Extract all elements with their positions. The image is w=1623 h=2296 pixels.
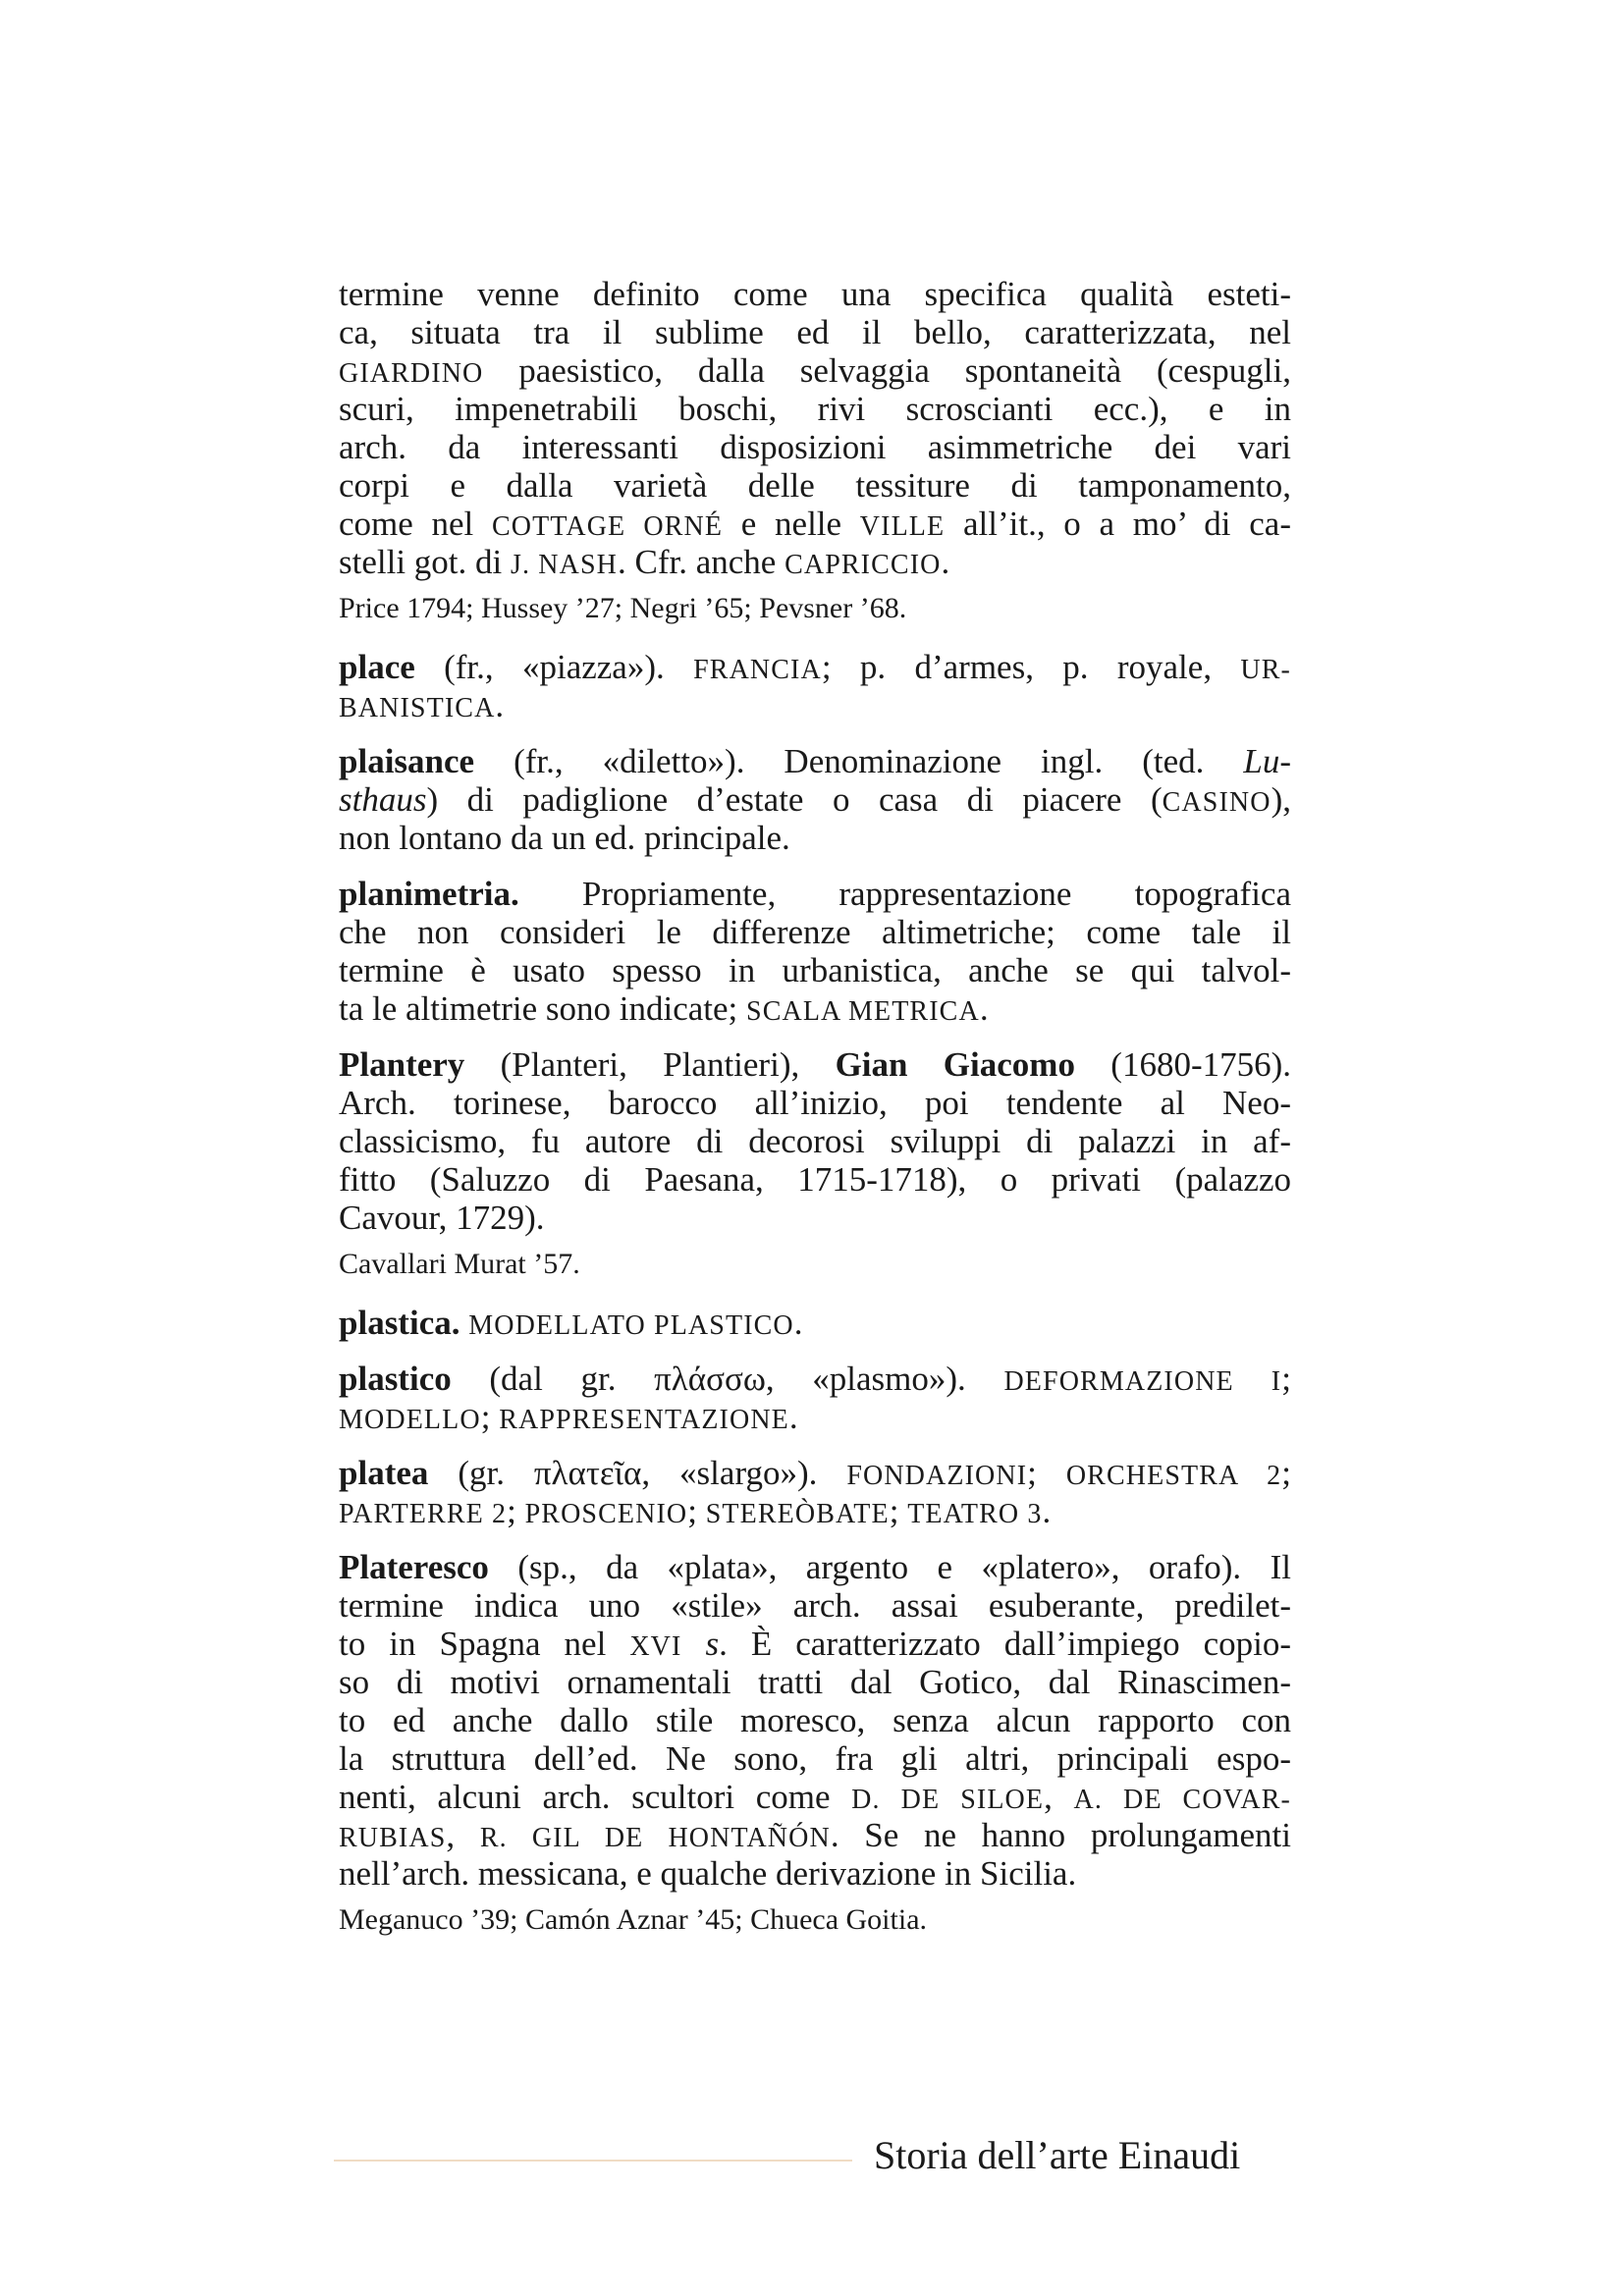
cross-reference: D. DE SILOE xyxy=(851,1785,1045,1815)
text-run: . È caratterizzato dall’impiego copio- xyxy=(719,1625,1291,1663)
text-run: Arch. torinese, barocco all’inizio, poi tendente al Neo- xyxy=(339,1084,1291,1122)
entry-line xyxy=(339,505,1291,543)
dictionary-entry xyxy=(339,742,1291,857)
text-run: ; xyxy=(687,1492,706,1530)
text-run xyxy=(681,1625,705,1663)
cross-reference: DEFORMAZIONE I xyxy=(1003,1366,1282,1397)
text-run: ; xyxy=(1281,1454,1292,1492)
text-run: nell’arch. messicana, e qualche derivazione in Sicilia. xyxy=(339,1854,1077,1893)
text-run: , xyxy=(446,1816,480,1854)
text-run: stelli got. di xyxy=(339,543,511,581)
italic-run: sthaus xyxy=(339,780,427,819)
cross-reference: MODELLO xyxy=(339,1405,481,1435)
entry-headword: platea xyxy=(339,1454,429,1492)
cross-reference: CASINO xyxy=(1162,787,1271,818)
cross-reference: MODELLATO PLASTICO xyxy=(468,1310,794,1341)
text-run: arch. da interessanti disposizioni asimmetriche dei vari xyxy=(339,428,1291,466)
entry-line xyxy=(339,1625,1291,1663)
dictionary-entry xyxy=(339,1304,1291,1342)
text-run: nenti, alcuni arch. scultori come xyxy=(339,1778,852,1816)
text-run: termine venne definito come una specifica qualità esteti- xyxy=(339,275,1291,313)
entry-line xyxy=(339,1816,1291,1854)
entry-line xyxy=(339,819,1291,857)
entry-line xyxy=(339,1045,1291,1084)
dictionary-entry xyxy=(339,275,1291,626)
text-run: fitto (Saluzzo di Paesana, 1715-1718), o privati (palazzo xyxy=(339,1160,1291,1199)
text-run: corpi e dalla varietà delle tessiture di tamponamento, xyxy=(339,466,1291,505)
dictionary-entry xyxy=(339,1360,1291,1436)
entry-line xyxy=(339,1454,1291,1492)
entry-headword: Plateresco xyxy=(339,1548,489,1586)
text-run: (fr., «diletto»). Denominazione ingl. (ted. xyxy=(474,742,1244,780)
entry-line xyxy=(339,313,1291,351)
entry-line xyxy=(339,1199,1291,1237)
entry-line xyxy=(339,913,1291,951)
text-run: come nel xyxy=(339,505,493,543)
cross-reference: A. DE COVAR- xyxy=(1073,1785,1291,1815)
text-run: ), xyxy=(1271,780,1291,819)
text-run: ; xyxy=(480,1398,500,1436)
text-run: . xyxy=(941,543,950,581)
cross-reference: PROSCENIO xyxy=(524,1499,688,1529)
text-run: termine indica uno «stile» arch. assai esuberante, predilet- xyxy=(339,1586,1291,1625)
entry-line xyxy=(339,1854,1291,1893)
entry-line xyxy=(339,1398,1291,1436)
entry-headword: plastica. xyxy=(339,1304,460,1342)
cross-reference: R. GIL DE HONTAÑÓN xyxy=(479,1823,831,1853)
entry-headword: plaisance xyxy=(339,742,475,780)
text-run: (fr., «piazza»). xyxy=(414,648,694,686)
text-run: . Cfr. anche xyxy=(617,543,785,581)
entry-line xyxy=(339,780,1291,819)
bibliography-reference: Price 1794; Hussey ’27; Negri ’65; Pevsner ’68. xyxy=(339,592,907,624)
cross-reference: TEATRO 3 xyxy=(907,1499,1043,1529)
bibliography-reference: Cavallari Murat ’57. xyxy=(339,1248,580,1280)
text-run: . xyxy=(793,1304,803,1342)
entry-line xyxy=(339,543,1291,581)
cross-reference: ORCHESTRA 2 xyxy=(1065,1461,1282,1491)
text-run: to ed anche dallo stile moresco, senza alcun rapporto con xyxy=(339,1701,1291,1739)
text-run: all’it., o a mo’ di ca- xyxy=(945,505,1291,543)
text-run: che non consideri le differenze altimetriche; come tale il xyxy=(339,913,1291,951)
entry-line xyxy=(339,1548,1291,1586)
entry-line xyxy=(339,1663,1291,1701)
cross-reference: RAPPRESENTAZIONE xyxy=(499,1405,789,1435)
text-run: . Se ne hanno prolungamenti xyxy=(830,1816,1291,1854)
text-run: ; p. d’armes, p. royale, xyxy=(821,648,1241,686)
cross-reference: XVI xyxy=(629,1631,682,1662)
entry-line xyxy=(339,428,1291,466)
cross-reference: J. NASH xyxy=(511,550,618,580)
text-run xyxy=(460,1304,468,1342)
text-run: ; xyxy=(1281,1360,1291,1398)
entry-line xyxy=(339,1122,1291,1160)
entry-line xyxy=(339,1586,1291,1625)
text-run: e nelle xyxy=(723,505,860,543)
text-run: to in Spagna nel xyxy=(339,1625,630,1663)
text-run: so di motivi ornamentali tratti dal Gotico, dal Rinascimen- xyxy=(339,1663,1291,1701)
text-run: Cavour, 1729). xyxy=(339,1199,545,1237)
cross-reference: SCALA METRICA xyxy=(746,996,980,1027)
entry-line xyxy=(339,648,1291,686)
dictionary-entry xyxy=(339,1454,1291,1530)
cross-reference: RUBIAS xyxy=(339,1823,447,1853)
cross-reference: FONDAZIONI xyxy=(846,1461,1028,1491)
text-run: ta le altimetrie sono indicate; xyxy=(339,989,746,1028)
text-run: . xyxy=(1042,1492,1052,1530)
text-run: Propriamente, rappresentazione topografica xyxy=(518,875,1291,913)
text-run: termine è usato spesso in urbanistica, anche se qui talvol- xyxy=(339,951,1291,989)
text-run: (Planteri, Plantieri), xyxy=(464,1045,836,1084)
text-run: ; xyxy=(1027,1454,1066,1492)
cross-reference: UR- xyxy=(1240,655,1291,685)
text-run: (dal gr. πλάσσω, «plasmo»). xyxy=(451,1360,1004,1398)
entry-headword: place xyxy=(339,648,415,686)
text-run: . xyxy=(495,686,505,724)
footer-publisher-label: Storia dell’arte Einaudi xyxy=(874,2133,1241,2177)
cross-reference: FRANCIA xyxy=(693,655,822,685)
entry-line xyxy=(339,1739,1291,1778)
cross-reference: GIARDINO xyxy=(339,358,484,389)
dictionary-entry xyxy=(339,875,1291,1028)
cross-reference: VILLE xyxy=(859,511,946,542)
text-run: ) di padiglione d’estate o casa di piacere ( xyxy=(426,780,1163,819)
footer-rule xyxy=(334,2160,852,2162)
entry-line xyxy=(339,1778,1291,1816)
text-run: (gr. πλατεῖα, «slargo»). xyxy=(428,1454,847,1492)
entry-line xyxy=(339,1084,1291,1122)
entry-headword: Gian Giacomo xyxy=(835,1045,1075,1084)
entry-headword: planimetria. xyxy=(339,875,519,913)
dictionary-entry xyxy=(339,1548,1291,1938)
text-run: (1680-1756). xyxy=(1074,1045,1292,1084)
cross-reference: STEREÒBATE xyxy=(705,1499,890,1529)
entry-line xyxy=(339,351,1291,390)
italic-run: Lu- xyxy=(1243,742,1291,780)
entry-line xyxy=(339,390,1291,428)
entry-line xyxy=(339,1360,1291,1398)
entry-headword: Plantery xyxy=(339,1045,465,1084)
text-run: (sp., da «plata», argento e «platero», orafo). Il xyxy=(488,1548,1291,1586)
cross-reference: CAPRICCIO xyxy=(784,550,942,580)
text-run: . xyxy=(979,989,989,1028)
dictionary-entry xyxy=(339,648,1291,724)
text-run: . xyxy=(788,1398,798,1436)
text-run: non lontano da un ed. principale. xyxy=(339,819,790,857)
text-run: classicismo, fu autore di decorosi sviluppi di palazzi in af- xyxy=(339,1122,1291,1160)
entry-line xyxy=(339,1701,1291,1739)
dictionary-page-body xyxy=(339,275,1291,1959)
text-run: ; xyxy=(889,1492,908,1530)
dictionary-entry xyxy=(339,1045,1291,1282)
entry-line xyxy=(339,742,1291,780)
cross-reference: BANISTICA xyxy=(339,693,496,723)
text-run: paesistico, dalla selvaggia spontaneità (cespugli, xyxy=(483,351,1291,390)
entry-line xyxy=(339,1492,1291,1530)
text-run: scuri, impenetrabili boschi, rivi scroscianti ecc.), e in xyxy=(339,390,1291,428)
text-run: ; xyxy=(507,1492,525,1530)
entry-line xyxy=(339,875,1291,913)
text-run: la struttura dell’ed. Ne sono, fra gli altri, principali espo- xyxy=(339,1739,1291,1778)
text-run: ca, situata tra il sublime ed il bello, caratterizzata, nel xyxy=(339,313,1291,351)
entry-line xyxy=(339,989,1291,1028)
italic-run: s xyxy=(705,1625,720,1663)
cross-reference: COTTAGE ORNÉ xyxy=(492,511,724,542)
text-run: , xyxy=(1044,1778,1074,1816)
entry-line xyxy=(339,1160,1291,1199)
entry-line xyxy=(339,275,1291,313)
entry-line xyxy=(339,1304,1291,1342)
cross-reference: PARTERRE 2 xyxy=(339,1499,508,1529)
entry-line xyxy=(339,951,1291,989)
entry-headword: plastico xyxy=(339,1360,452,1398)
entry-line xyxy=(339,466,1291,505)
entry-line xyxy=(339,686,1291,724)
bibliography-reference: Meganuco ’39; Camón Aznar ’45; Chueca Goitia. xyxy=(339,1903,928,1936)
